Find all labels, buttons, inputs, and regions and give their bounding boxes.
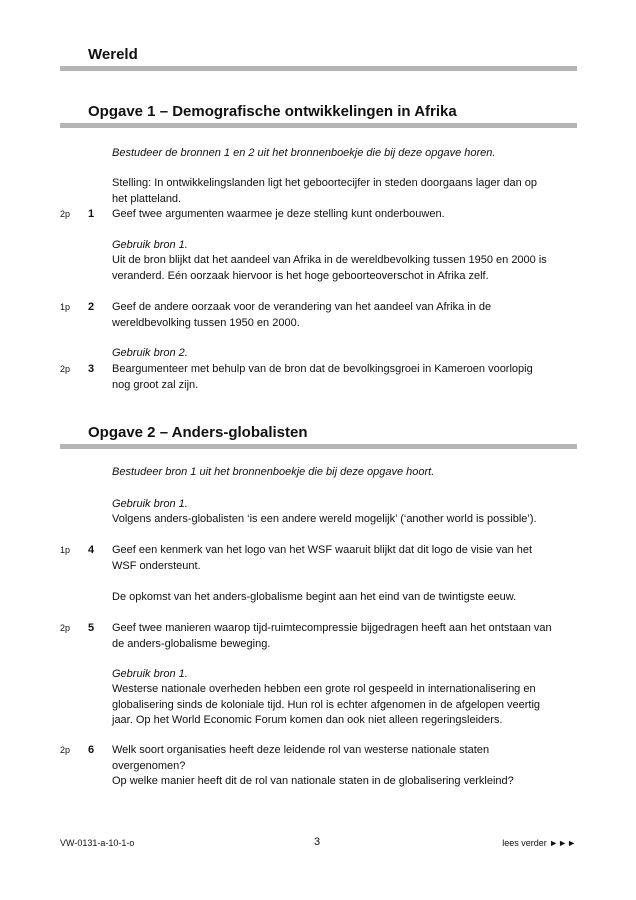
- opgave-1-intro: Bestudeer de bronnen 1 en 2 uit het bronnenboekje die bij deze opgave horen.: [112, 147, 496, 159]
- question-text: Geef twee argumenten waarmee je deze stelling kunt onderbouwen.: [112, 208, 445, 220]
- header-divider: [60, 66, 577, 71]
- question-number: 3: [88, 363, 95, 375]
- question-number: 1: [88, 208, 95, 220]
- question-points: 2p: [60, 623, 71, 633]
- question-points: 2p: [60, 745, 71, 755]
- subject-title: Wereld: [88, 46, 138, 63]
- opgave-2-divider: [60, 444, 577, 449]
- question-number: 5: [88, 622, 95, 634]
- source-reference: Gebruik bron 2.: [112, 347, 188, 359]
- footer-exam-code: VW-0131-a-10-1-o: [60, 838, 135, 848]
- question-text: Geef twee manieren waarop tijd-ruimtecompressie bijgedragen heeft aan het ontstaan van de anders-globalisme beweging.: [112, 622, 552, 650]
- source-reference: Gebruik bron 1.: [112, 668, 188, 680]
- opgave-2-title: Opgave 2 – Anders-globalisten: [88, 424, 308, 441]
- question-number: 4: [88, 544, 95, 556]
- opgave-1-divider: [60, 123, 577, 128]
- question-text: Beargumenteer met behulp van de bron dat de bevolkingsgroei in Kameroen voorlopig nog groot zal zijn.: [112, 363, 533, 391]
- source-context: Uit de bron blijkt dat het aandeel van Afrika in de wereldbevolking tussen 1950 en 2000 is veranderd. Eén oorzaak hiervoor is het hoge geboorteoverschot in Afrika zelf.: [112, 254, 547, 282]
- question-text: Welk soort organisaties heeft deze leidende rol van westerse nationale staten overgenomen?: [112, 744, 490, 772]
- opgave-1-title: Opgave 1 – Demografische ontwikkelingen in Afrika: [88, 103, 457, 120]
- source-context: Volgens anders-globalisten ‘is een andere wereld mogelijk’ (‘another world is possible’).: [112, 513, 537, 525]
- opgave-2-intro: Bestudeer bron 1 uit het bronnenboekje die bij deze opgave hoort.: [112, 466, 435, 478]
- footer-continue: lees verder ►►►: [502, 838, 576, 848]
- question-text: Geef de andere oorzaak voor de verandering van het aandeel van Afrika in de wereldbevolking tussen 1950 en 2000.: [112, 301, 492, 329]
- question-number: 6: [88, 744, 95, 756]
- page-number: 3: [314, 836, 321, 848]
- question-points: 1p: [60, 302, 71, 312]
- question-points: 1p: [60, 545, 71, 555]
- question-context: De opkomst van het anders-globalisme begint aan het eind van de twintigste eeuw.: [112, 591, 517, 603]
- question-points: 2p: [60, 209, 71, 219]
- question-text: Op welke manier heeft dit de rol van nationale staten in de globalisering verkleind?: [112, 775, 514, 787]
- source-reference: Gebruik bron 1.: [112, 498, 188, 510]
- source-reference: Gebruik bron 1.: [112, 239, 188, 251]
- opgave-1-stelling: Stelling: In ontwikkelingslanden ligt het geboortecijfer in steden doorgaans lager dan op het platteland.: [112, 177, 538, 205]
- source-context: Westerse nationale overheden hebben een grote rol gespeeld in internationalisering en globalisering sinds de koloniale tijd. Hun rol is echter afgenomen in de afgelopen veertig jaar. Op het World Economic Forum komen dan ook niet alleen regeringsleiders.: [112, 683, 541, 726]
- question-number: 2: [88, 301, 95, 313]
- question-text: Geef een kenmerk van het logo van het WSF waaruit blijkt dat dit logo de visie van het WSF ondersteunt.: [112, 544, 533, 572]
- question-points: 2p: [60, 364, 71, 374]
